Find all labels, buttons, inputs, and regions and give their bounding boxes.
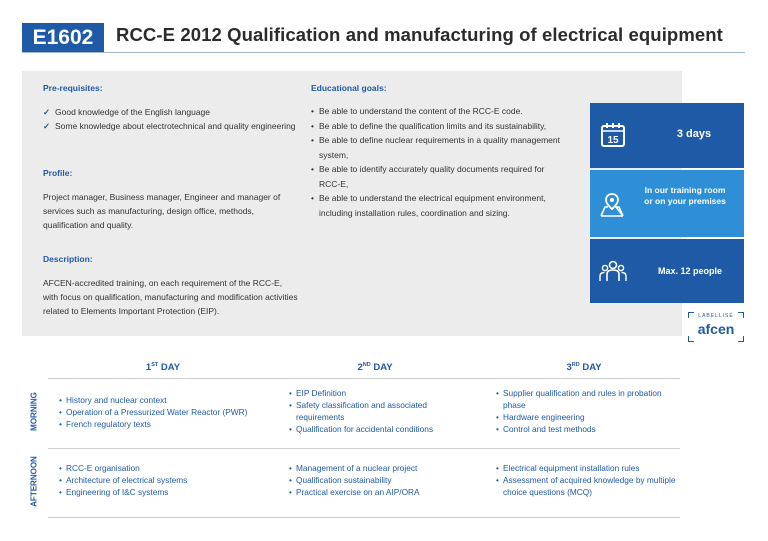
morning-label: MORNING: [29, 392, 39, 431]
morning-day-3: [496, 387, 676, 435]
afternoon-label: AFTERNOON: [29, 456, 39, 507]
svg-text:15: 15: [607, 135, 619, 146]
day-1-header: 1ST DAY: [145, 362, 181, 374]
duration-label: 3 days: [676, 128, 712, 140]
location-label: In our training room or on your premises: [644, 185, 726, 206]
goals-list: [311, 104, 563, 220]
schedule-item: • Control and test methods: [496, 423, 676, 435]
description-text: AFCEN-accredited training, on each requirement of the RCC-E, with focus on qualification, manufacturing and modification activities related to Elements Important Protection (EIP).: [43, 278, 298, 316]
title-divider: [22, 52, 745, 53]
morning-day-1: [59, 394, 274, 430]
people-icon: [599, 259, 627, 283]
check-icon: ✓: [43, 121, 51, 131]
day-2-header: 2ND DAY: [357, 362, 393, 374]
schedule-item: • Qualification for accidental conditions: [289, 423, 469, 435]
goal-item: • Be able to define nuclear requirements in a quality management system,: [311, 133, 563, 162]
prerequisites-heading: Pre-requisites:: [43, 83, 103, 93]
schedule-divider: [48, 448, 680, 449]
schedule-item: • Management of a nuclear project: [289, 462, 469, 474]
schedule-divider: [48, 517, 680, 518]
prerequisite-item: ✓ Some knowledge about electrotechnical and quality engineering: [43, 121, 296, 131]
location-box: [590, 170, 744, 237]
afcen-label-small: LABELLISÉ: [698, 313, 734, 319]
afcen-logo: [688, 312, 744, 342]
description-heading: Description:: [43, 254, 93, 264]
goal-item: • Be able to understand the electrical equipment environment, including installation rules, coordination and sizing.: [311, 191, 563, 220]
schedule-item: • French regulatory texts: [59, 418, 274, 430]
location-map-icon: [598, 192, 626, 218]
check-icon: ✓: [43, 107, 51, 117]
afternoon-day-1: [59, 462, 274, 498]
goal-item: • Be able to define the qualification limits and its sustainability,: [311, 119, 563, 134]
schedule-item: • Operation of a Pressurized Water Reactor (PWR): [59, 406, 274, 418]
schedule-item: • History and nuclear context: [59, 394, 274, 406]
capacity-box: [590, 239, 744, 303]
schedule-item: • Assessment of acquired knowledge by multiple choice questions (MCQ): [496, 474, 676, 498]
profile-text: Project manager, Business manager, Engineer and manager of services such as manufacturing, design office, methods, qualification and quality.: [43, 192, 281, 230]
schedule-item: • Practical exercise on an AIP/ORA: [289, 486, 469, 498]
course-code: E1602: [22, 23, 104, 53]
schedule-divider: [48, 378, 680, 379]
afternoon-day-3: [496, 462, 676, 498]
schedule-item: • Engineering of I&C systems: [59, 486, 274, 498]
profile-heading: Profile:: [43, 168, 73, 178]
prerequisites-list: [43, 105, 298, 133]
prerequisite-item: ✓ Good knowledge of the English language: [43, 107, 211, 117]
calendar-icon: [600, 122, 626, 148]
morning-day-2: [289, 387, 469, 435]
goals-heading: Educational goals:: [311, 83, 387, 93]
schedule-item: • Architecture of electrical systems: [59, 474, 274, 486]
schedule-item: • Supplier qualification and rules in probation phase: [496, 387, 676, 411]
capacity-label: Max. 12 people: [657, 266, 723, 276]
schedule-item: • Qualification sustainability: [289, 474, 469, 486]
schedule-item: • Hardware engineering: [496, 411, 676, 423]
page-title: RCC-E 2012 Qualification and manufacturing of electrical equipment: [116, 24, 723, 45]
goal-item: • Be able to identify accurately quality documents required for RCC-E,: [311, 162, 563, 191]
schedule-item: • RCC-E organisation: [59, 462, 274, 474]
duration-box: [590, 103, 744, 168]
schedule-item: • Safety classification and associated requirements: [289, 399, 469, 423]
schedule-item: • Electrical equipment installation rules: [496, 462, 676, 474]
schedule-item: • EIP Definition: [289, 387, 469, 399]
afcen-label: afcen: [697, 321, 735, 337]
afternoon-day-2: [289, 462, 469, 498]
day-3-header: 3RD DAY: [566, 362, 602, 374]
goal-item: • Be able to understand the content of the RCC-E code.: [311, 104, 563, 119]
